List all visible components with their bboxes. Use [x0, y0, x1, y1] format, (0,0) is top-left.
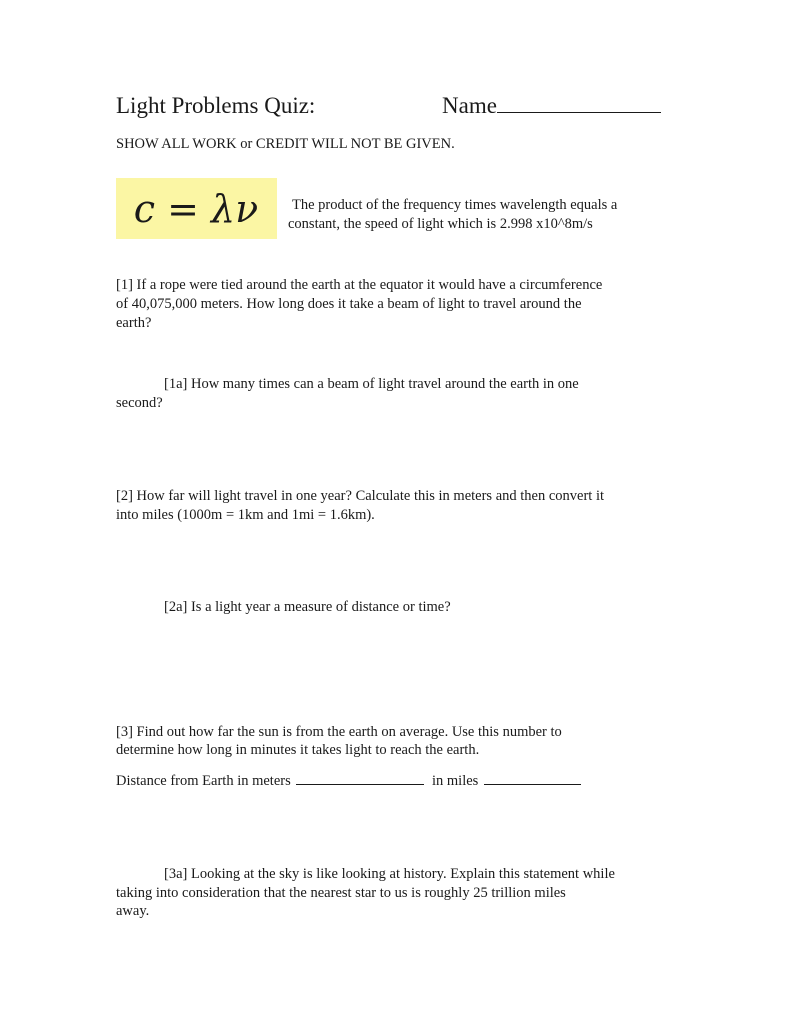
question-3a-line1: [3a] Looking at the sky is like looking at history. Explain this statement while — [164, 866, 615, 882]
question-1a-line2: second? — [116, 395, 163, 411]
question-1-line3: earth? — [116, 315, 152, 331]
distance-miles-label: in miles — [432, 773, 479, 789]
name-blank[interactable] — [497, 112, 661, 113]
distance-answer-row — [116, 772, 581, 791]
question-1a-line1: [1a] How many times can a beam of light travel around the earth in one — [164, 376, 579, 392]
question-3a-line2: taking into consideration that the nearest star to us is roughly 25 trillion miles — [116, 885, 566, 901]
question-3-line1: [3] Find out how far the sun is from the earth on average. Use this number to — [116, 724, 562, 740]
formula-box — [116, 178, 277, 239]
question-2-line1: [2] How far will light travel in one year? Calculate this in meters and then convert it — [116, 488, 605, 504]
distance-meters-blank[interactable] — [296, 784, 424, 785]
formula-expression: c = λν — [133, 187, 259, 231]
name-label: Name — [442, 93, 497, 118]
formula-image — [116, 178, 277, 239]
question-3a-line3: away. — [116, 903, 150, 919]
question-3-line2: determine how long in minutes it takes light to reach the earth. — [116, 742, 480, 758]
name-field[interactable] — [442, 93, 661, 119]
distance-miles-blank[interactable] — [484, 784, 581, 785]
distance-meters-label: Distance from Earth in meters — [116, 773, 291, 789]
question-1-line1: [1] If a rope were tied around the earth at the equator it would have a circumference — [116, 277, 603, 293]
formula-description-line1: The product of the frequency times wavelength equals a — [292, 197, 618, 213]
instructions: SHOW ALL WORK or CREDIT WILL NOT BE GIVEN. — [116, 136, 455, 152]
question-2-line2: into miles (1000m = 1km and 1mi = 1.6km). — [116, 507, 375, 523]
page-title: Light Problems Quiz: — [116, 93, 316, 118]
question-2a-line1: [2a] Is a light year a measure of distance or time? — [164, 599, 451, 615]
formula-description-line2: constant, the speed of light which is 2.998 x10^8m/s — [288, 216, 593, 232]
question-1-line2: of 40,075,000 meters. How long does it take a beam of light to travel around the — [116, 296, 582, 312]
